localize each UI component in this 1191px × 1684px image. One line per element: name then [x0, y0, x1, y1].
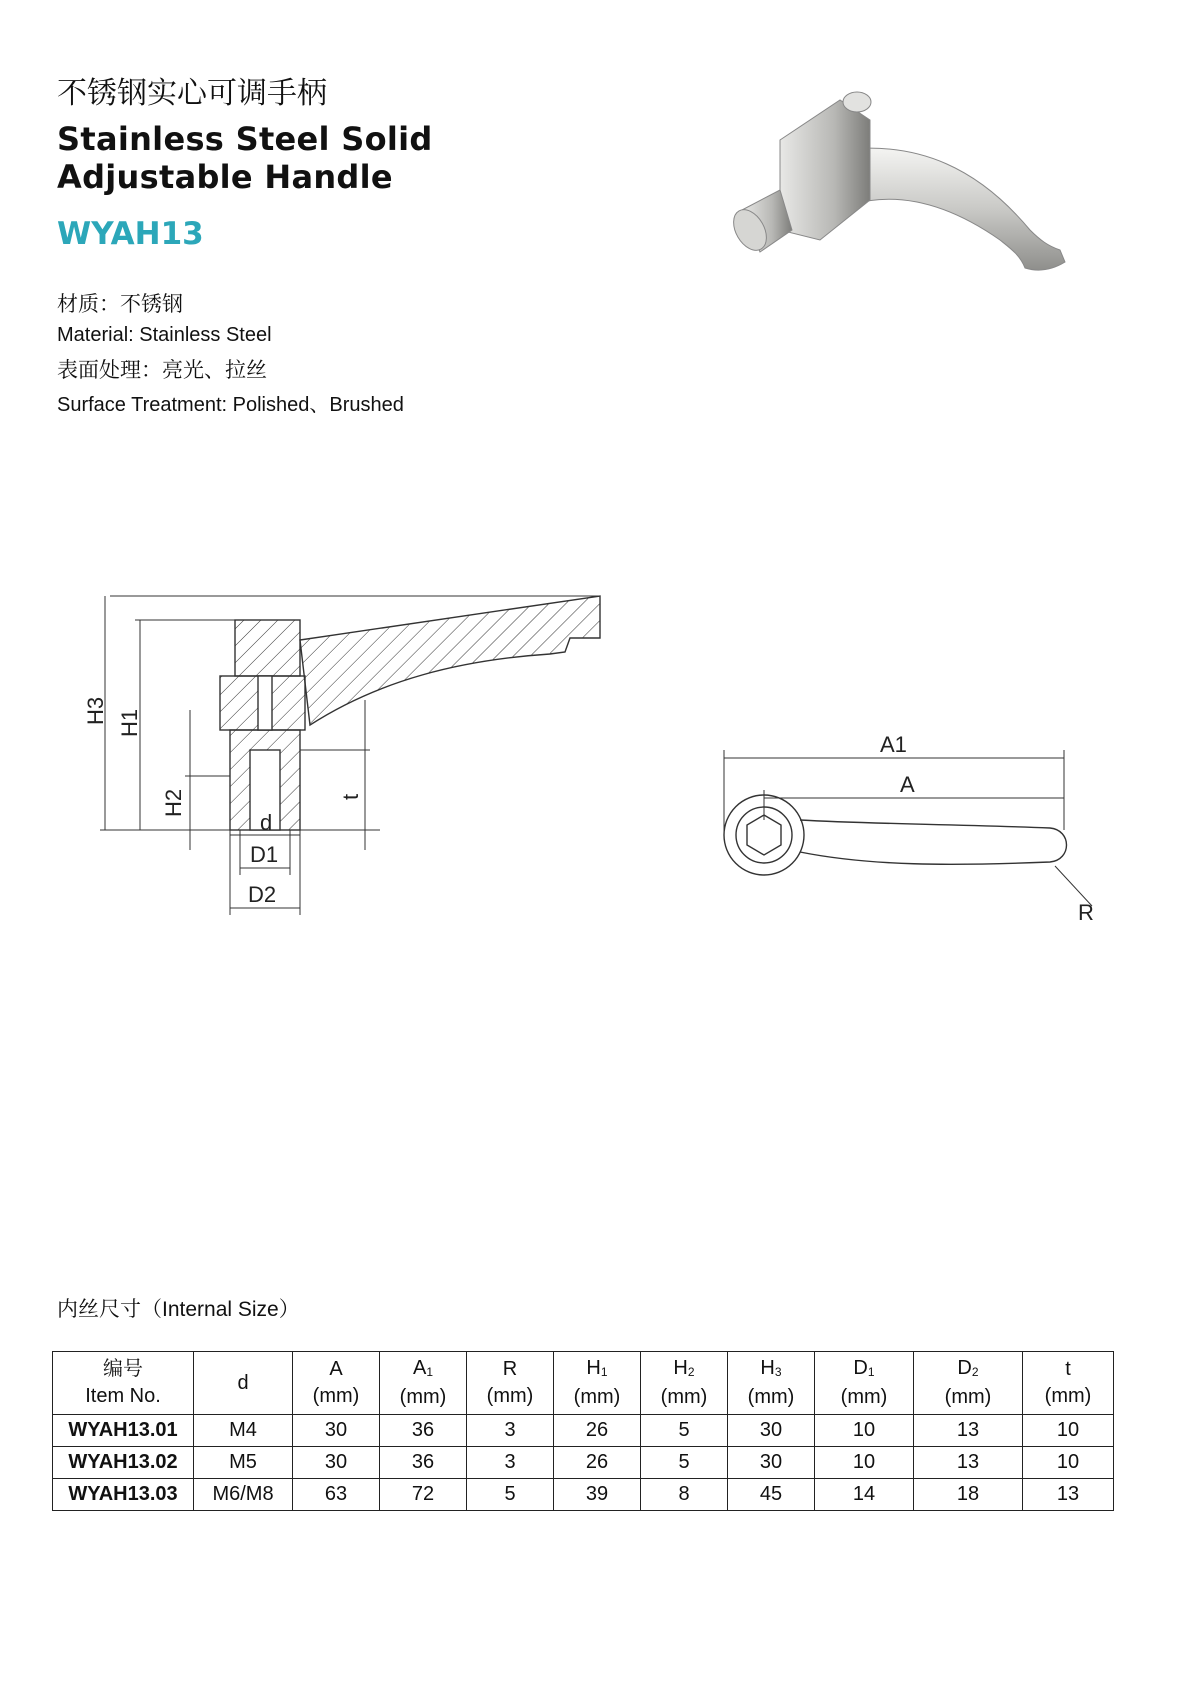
lever-outline	[800, 820, 1067, 864]
surface-cn: 表面处理：亮光、拉丝	[57, 359, 267, 382]
side-section-drawing	[80, 580, 620, 1010]
header-h1	[554, 1352, 641, 1415]
cell-t: 10	[1023, 1447, 1114, 1479]
label-d2: D2	[248, 882, 277, 907]
cell-d: M5	[194, 1447, 293, 1479]
cell-a1: 36	[380, 1415, 467, 1447]
table-header-row	[53, 1352, 1114, 1415]
top-view-drawing	[700, 720, 1100, 930]
header-h3-sub: 3	[774, 1365, 782, 1379]
header-r-label: R	[502, 1358, 518, 1380]
cell-d1: 14	[815, 1479, 914, 1511]
top-stud	[843, 92, 871, 112]
header-h3-label: H	[760, 1357, 775, 1379]
label-r: R	[1078, 900, 1094, 925]
surface-en: Surface Treatment: Polished、Brushed	[57, 394, 404, 416]
cell-h1: 39	[554, 1479, 641, 1511]
internal-size-table	[52, 1351, 1114, 1511]
header-h3-unit: (mm)	[747, 1386, 795, 1408]
cell-item: WYAH13.02	[53, 1447, 194, 1479]
header-h2-sub: 2	[687, 1365, 695, 1379]
header-h3	[728, 1352, 815, 1415]
header-d1-sub: 1	[867, 1365, 875, 1379]
table-row	[53, 1415, 1114, 1447]
cell-a1: 36	[380, 1447, 467, 1479]
header-h2-label: H	[673, 1357, 688, 1379]
cell-h3: 30	[728, 1447, 815, 1479]
cell-r: 3	[467, 1447, 554, 1479]
label-d1: D1	[250, 842, 279, 867]
table-caption: 内丝尺寸（Internal Size）	[57, 1298, 300, 1321]
title-english	[57, 120, 433, 196]
header-h1-label: H	[586, 1357, 601, 1379]
header-d2-label: D	[957, 1357, 972, 1379]
label-h1: H1	[117, 708, 142, 737]
header-a1-sub: 1	[426, 1365, 434, 1379]
title-chinese: 不锈钢实心可调手柄	[57, 76, 327, 111]
material-cn: 材质：不锈钢	[57, 293, 183, 316]
cell-d2: 18	[914, 1479, 1023, 1511]
header-d2-unit: (mm)	[944, 1386, 992, 1408]
cell-h2: 5	[641, 1447, 728, 1479]
handle-arm	[840, 148, 1065, 270]
cell-h2: 5	[641, 1415, 728, 1447]
label-d: d	[260, 810, 273, 835]
header-r-unit: (mm)	[486, 1385, 534, 1407]
cell-item: WYAH13.01	[53, 1415, 194, 1447]
label-a1: A1	[880, 732, 907, 757]
cell-h3: 45	[728, 1479, 815, 1511]
arm-section	[300, 596, 600, 725]
material-en: Material: Stainless Steel	[57, 324, 272, 346]
upper-hub-section	[235, 620, 300, 676]
cell-t: 13	[1023, 1479, 1114, 1511]
header-a1	[380, 1352, 467, 1415]
cell-h1: 26	[554, 1447, 641, 1479]
header-item-en: Item No.	[85, 1385, 161, 1407]
header-a-label: A	[329, 1358, 343, 1380]
label-h2: H2	[161, 788, 186, 817]
header-d2-sub: 2	[971, 1365, 979, 1379]
cell-d1: 10	[815, 1415, 914, 1447]
header-r	[467, 1352, 554, 1415]
label-a: A	[900, 772, 915, 797]
cell-d: M6/M8	[194, 1479, 293, 1511]
header-d: d	[194, 1352, 293, 1415]
header-item	[53, 1352, 194, 1415]
header-h2-unit: (mm)	[660, 1386, 708, 1408]
cell-h1: 26	[554, 1415, 641, 1447]
cell-d: M4	[194, 1415, 293, 1447]
header-h1-unit: (mm)	[573, 1386, 621, 1408]
title-english-line2: Adjustable Handle	[57, 158, 393, 196]
header-d2	[914, 1352, 1023, 1415]
cell-r: 3	[467, 1415, 554, 1447]
model-code: WYAH13	[57, 216, 204, 252]
header-a	[293, 1352, 380, 1415]
cell-d2: 13	[914, 1447, 1023, 1479]
header-d1-label: D	[853, 1357, 868, 1379]
cell-h2: 8	[641, 1479, 728, 1511]
header-t	[1023, 1352, 1114, 1415]
cell-a: 30	[293, 1415, 380, 1447]
label-t: t	[338, 793, 363, 800]
label-h3: H3	[83, 696, 108, 725]
cell-a1: 72	[380, 1479, 467, 1511]
cell-d1: 10	[815, 1447, 914, 1479]
table-row	[53, 1479, 1114, 1511]
cell-h3: 30	[728, 1415, 815, 1447]
cell-t: 10	[1023, 1415, 1114, 1447]
header-t-unit: (mm)	[1044, 1385, 1092, 1407]
header-d1-unit: (mm)	[840, 1386, 888, 1408]
header-a1-label: A	[412, 1357, 427, 1379]
header-a1-unit: (mm)	[399, 1386, 447, 1408]
cell-a: 63	[293, 1479, 380, 1511]
header-d1	[815, 1352, 914, 1415]
cell-item: WYAH13.03	[53, 1479, 194, 1511]
center-slot	[258, 676, 272, 730]
cell-r: 5	[467, 1479, 554, 1511]
header-h1-sub: 1	[600, 1365, 608, 1379]
hex-socket	[747, 815, 781, 855]
header-a-unit: (mm)	[312, 1385, 360, 1407]
title-english-line1: Stainless Steel Solid	[57, 120, 433, 158]
header-h2	[641, 1352, 728, 1415]
header-t-label: t	[1065, 1358, 1071, 1380]
header-item-cn: 编号	[103, 1358, 143, 1380]
product-photo	[720, 80, 1160, 310]
handle-hub	[780, 100, 870, 240]
table-row	[53, 1447, 1114, 1479]
cell-d2: 13	[914, 1415, 1023, 1447]
cell-a: 30	[293, 1447, 380, 1479]
